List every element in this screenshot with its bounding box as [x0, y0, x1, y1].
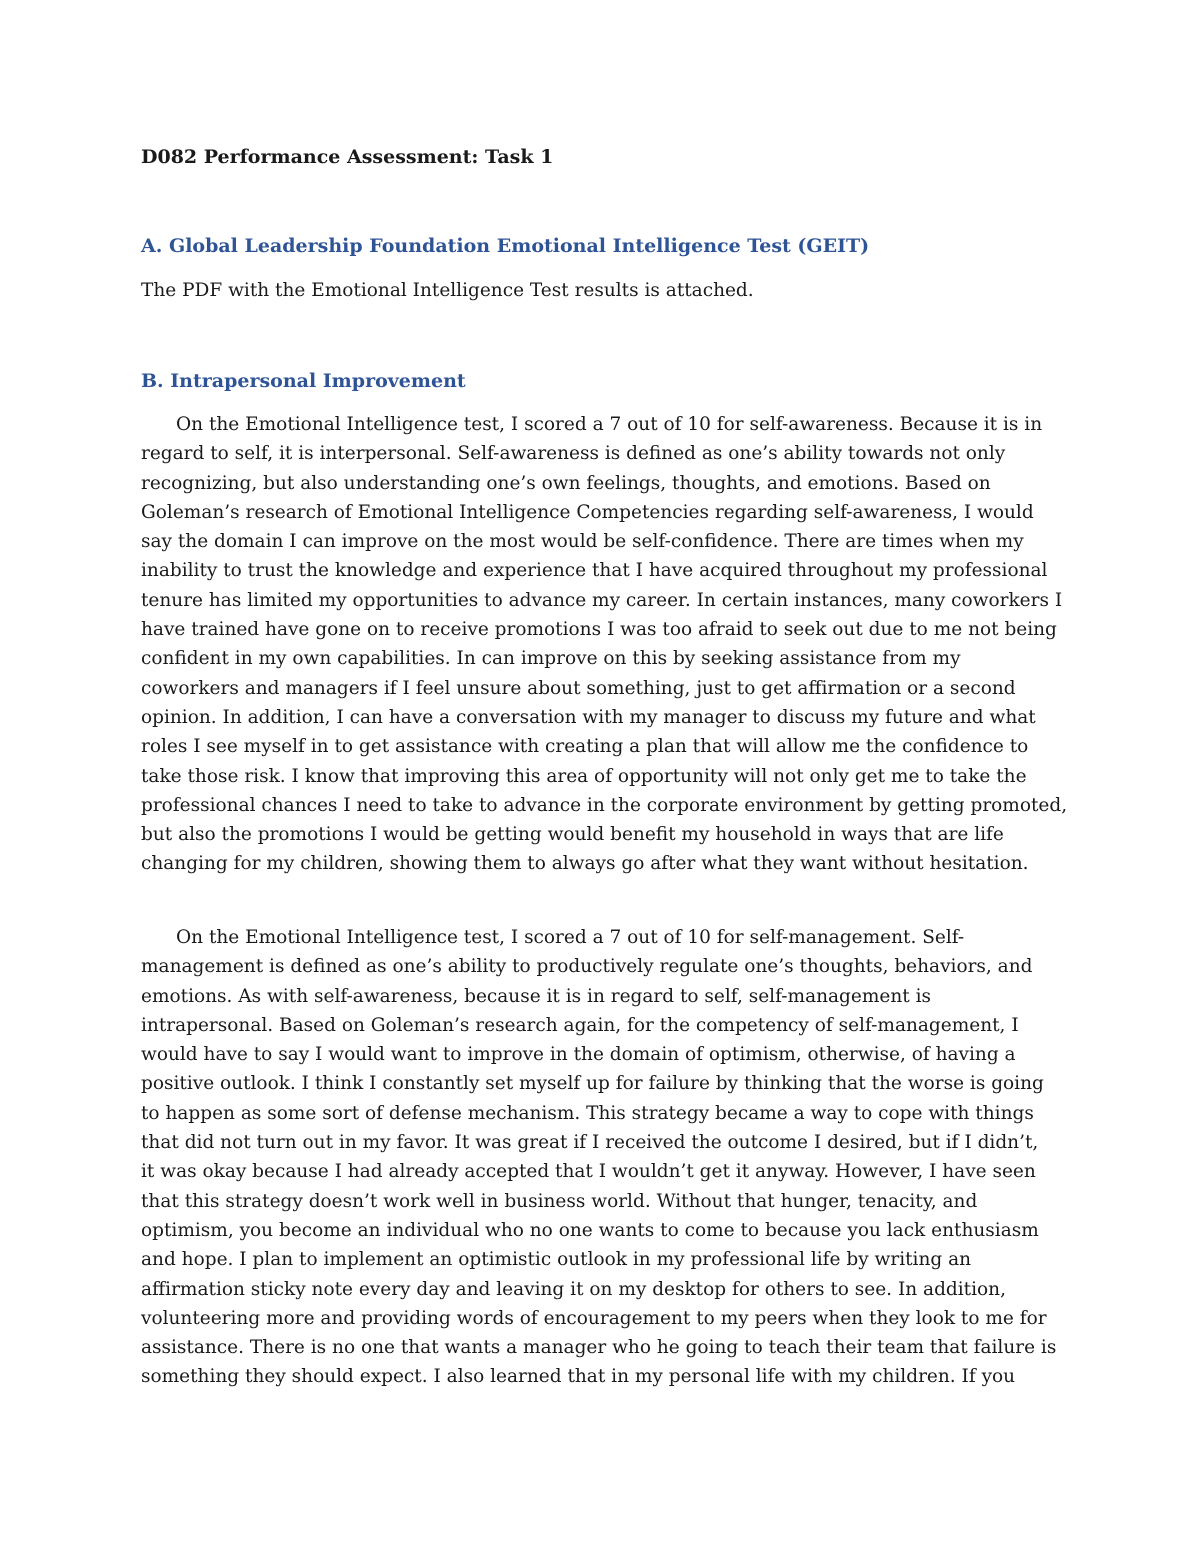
document-title: D082 Performance Assessment: Task 1 — [141, 146, 554, 168]
paragraph-line: Goleman’s research of Emotional Intelligence Competencies regarding self-awareness, I would — [141, 501, 1034, 523]
paragraph-line: but also the promotions I would be getting would benefit my household in ways that are life — [141, 824, 1004, 846]
paragraph-line: coworkers and managers if I feel unsure about something, just to get affirmation or a second — [141, 677, 1016, 699]
section-a-text: The PDF with the Emotional Intelligence Test results is attached. — [141, 280, 754, 301]
section-a-heading: A. Global Leadership Foundation Emotional Intelligence Test (GEIT) — [141, 235, 870, 257]
paragraph-line: assistance. There is no one that wants a manager who he going to teach their team that failure is — [141, 1337, 1057, 1359]
paragraph-line: recognizing, but also understanding one’s own feelings, thoughts, and emotions. Based on — [141, 472, 991, 494]
paragraph-line: affirmation sticky note every day and leaving it on my desktop for others to see. In addition, — [141, 1278, 1006, 1300]
section-b-heading: B. Intrapersonal Improvement — [141, 370, 466, 392]
paragraph-line: tenure has limited my opportunities to advance my career. In certain instances, many coworkers I — [141, 589, 1063, 611]
paragraph-line: On the Emotional Intelligence test, I scored a 7 out of 10 for self-awareness. Because it is in — [176, 414, 1043, 435]
paragraph-line: intrapersonal. Based on Goleman’s research again, for the competency of self-management, I — [141, 1014, 1019, 1036]
paragraph-line: opinion. In addition, I can have a conversation with my manager to discuss my future and what — [141, 706, 1036, 728]
paragraph-line: confident in my own capabilities. In can improve on this by seeking assistance from my — [141, 648, 961, 670]
paragraph-line: it was okay because I had already accepted that I wouldn’t get it anyway. However, I have seen — [141, 1161, 1036, 1183]
paragraph-line: inability to trust the knowledge and experience that I have acquired throughout my professional — [141, 560, 1048, 582]
paragraph-line: On the Emotional Intelligence test, I scored a 7 out of 10 for self-management. Self- — [176, 927, 965, 948]
paragraph-self-management — [141, 923, 1081, 1392]
paragraph-line: professional chances I need to take to advance in the corporate environment by getting promoted, — [141, 794, 1068, 816]
paragraph-line: to happen as some sort of defense mechanism. This strategy became a way to cope with things — [141, 1102, 1034, 1124]
paragraph-line: volunteering more and providing words of encouragement to my peers when they look to me for — [141, 1307, 1047, 1329]
paragraph-line: that this strategy doesn’t work well in business world. Without that hunger, tenacity, and — [141, 1190, 978, 1212]
paragraph-line: that did not turn out in my favor. It was great if I received the outcome I desired, but if I didn’t, — [141, 1132, 1039, 1154]
paragraph-line: have trained have gone on to receive promotions I was too afraid to seek out due to me not being — [141, 619, 1057, 641]
paragraph-self-awareness — [141, 410, 1081, 879]
paragraph-line: take those risk. I know that improving this area of opportunity will not only get me to take the — [141, 765, 1027, 787]
paragraph-line: changing for my children, showing them to always go after what they want without hesitation. — [141, 853, 1029, 875]
paragraph-line: positive outlook. I think I constantly set myself up for failure by thinking that the worse is going — [141, 1073, 1044, 1095]
paragraph-line: roles I see myself in to get assistance with creating a plan that will allow me the confidence to — [141, 736, 1029, 758]
paragraph-line: something they should expect. I also learned that in my personal life with my children. If you — [141, 1366, 1016, 1388]
paragraph-line: emotions. As with self-awareness, because it is in regard to self, self-management is — [141, 985, 931, 1007]
paragraph-line: optimism, you become an individual who no one wants to come to because you lack enthusiasm — [141, 1219, 1039, 1241]
paragraph-line: management is defined as one’s ability to productively regulate one’s thoughts, behaviors, and — [141, 956, 1033, 978]
paragraph-line: would have to say I would want to improve in the domain of optimism, otherwise, of having a — [141, 1044, 1016, 1066]
paragraph-line: say the domain I can improve on the most would be self-confidence. There are times when my — [141, 531, 1024, 553]
paragraph-line: and hope. I plan to implement an optimistic outlook in my professional life by writing an — [141, 1249, 972, 1271]
paragraph-line: regard to self, it is interpersonal. Self-awareness is defined as one’s ability towards not only — [141, 443, 1006, 465]
